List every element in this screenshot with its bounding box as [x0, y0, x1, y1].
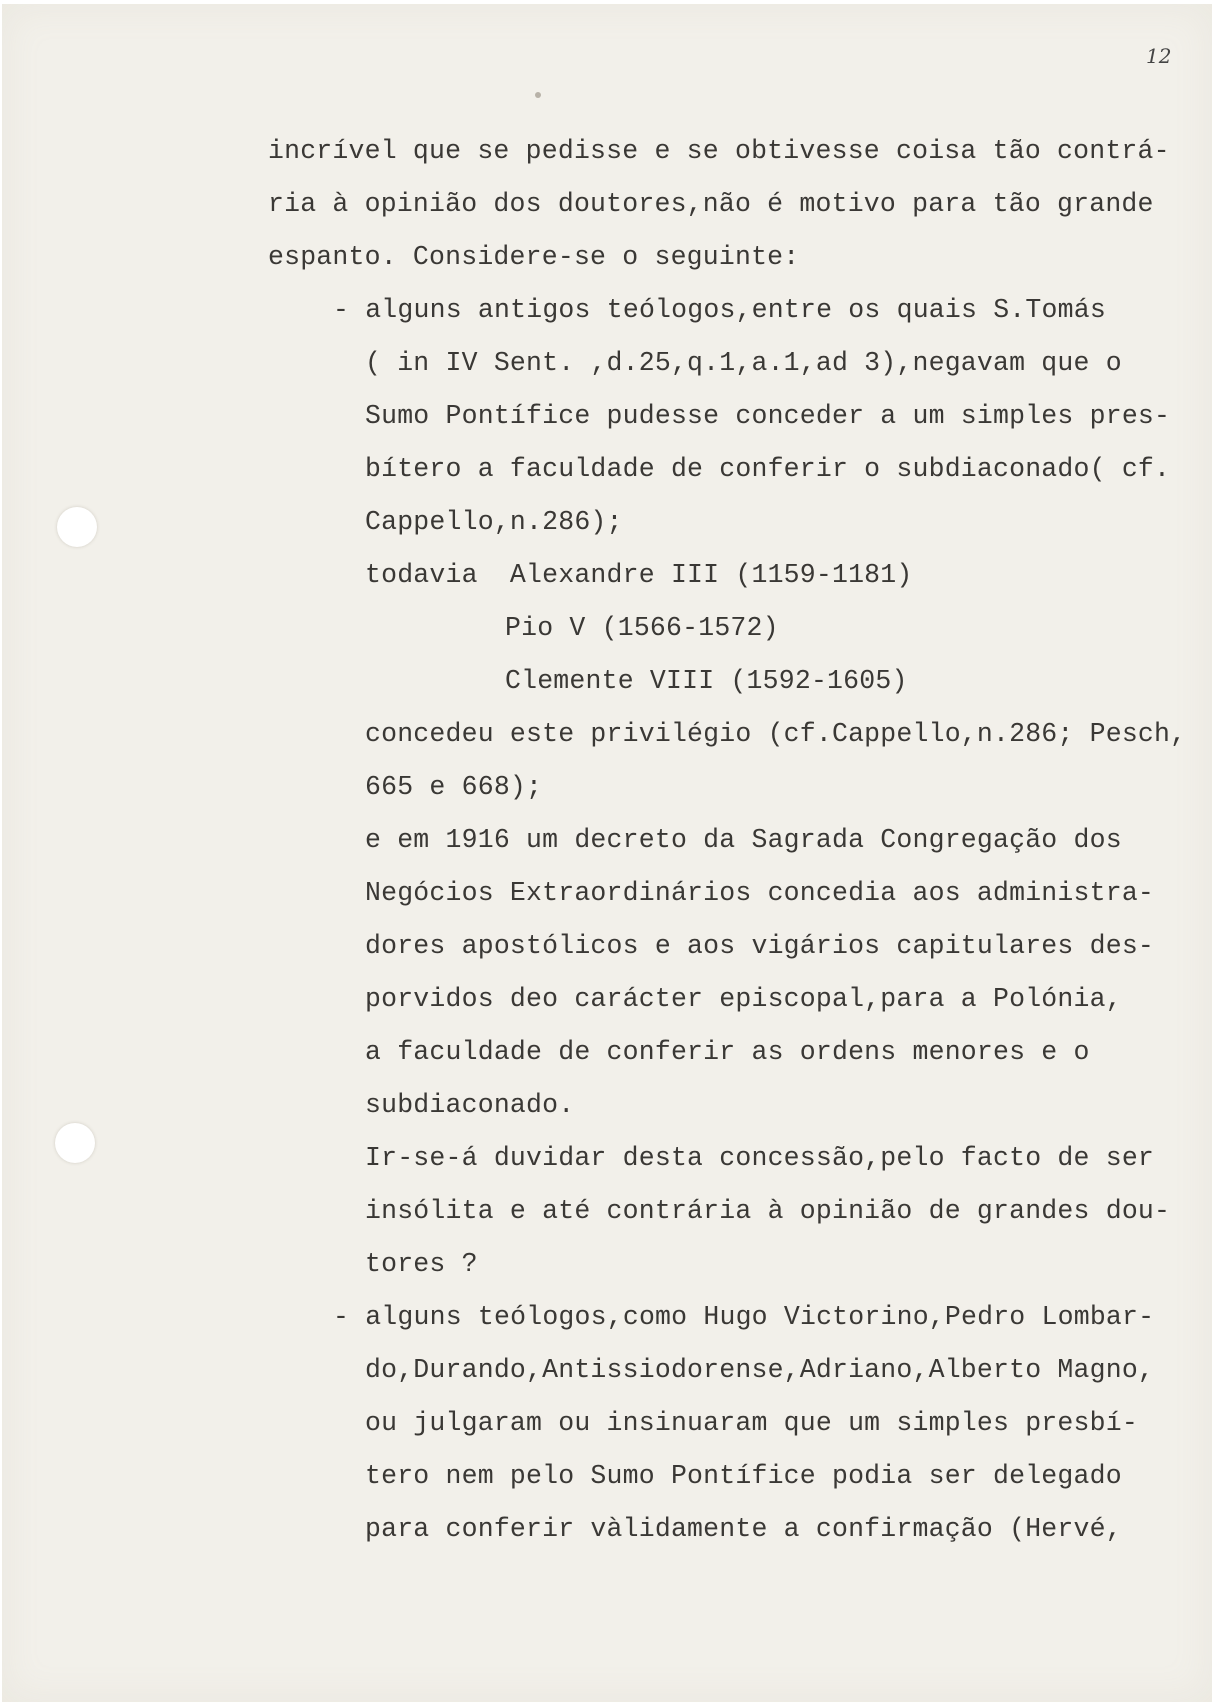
- text-line: ou julgaram ou insinuaram que um simples presbí-: [365, 1408, 1138, 1438]
- text-line: e em 1916 um decreto da Sagrada Congregação dos: [365, 825, 1122, 855]
- text-line: - alguns teólogos,como Hugo Victorino,Pedro Lombar-: [333, 1302, 1155, 1332]
- document-page: [2, 4, 1212, 1702]
- text-line: Pio V (1566-1572): [505, 613, 779, 643]
- text-line: tores ?: [365, 1249, 478, 1279]
- text-line: dores apostólicos e aos vigários capitulares des-: [365, 931, 1155, 961]
- punch-hole-top: [57, 507, 97, 547]
- text-line: espanto. Considere-se o seguinte:: [268, 242, 800, 272]
- text-line: ( in IV Sent. ,d.25,q.1,a.1,ad 3),negavam que o: [365, 348, 1122, 378]
- punch-hole-bottom: [55, 1123, 95, 1163]
- text-line: - alguns antigos teólogos,entre os quais S.Tomás: [333, 295, 1106, 325]
- text-line: bítero a faculdade de conferir o subdiaconado( cf.: [365, 454, 1171, 484]
- text-line: Cappello,n.286);: [365, 507, 623, 537]
- text-line: ria à opinião dos doutores,não é motivo para tão grande: [268, 189, 1154, 219]
- text-line: para conferir vàlidamente a confirmação (Hervé,: [365, 1514, 1122, 1544]
- text-line: tero nem pelo Sumo Pontífice podia ser delegado: [365, 1461, 1122, 1491]
- text-line: Ir-se-á duvidar desta concessão,pelo facto de ser: [365, 1143, 1155, 1173]
- text-line: subdiaconado.: [365, 1090, 575, 1120]
- ink-speck: [535, 92, 541, 98]
- text-line: Sumo Pontífice pudesse conceder a um simples pres-: [365, 401, 1171, 431]
- text-line: 665 e 668);: [365, 772, 543, 802]
- text-line: porvidos deo carácter episcopal,para a Polónia,: [365, 984, 1122, 1014]
- text-line: insólita e até contrária à opinião de grandes dou-: [365, 1196, 1171, 1226]
- text-line: Clemente VIII (1592-1605): [505, 666, 908, 696]
- text-line: Negócios Extraordinários concedia aos administra-: [365, 878, 1155, 908]
- text-line: incrível que se pedisse e se obtivesse coisa tão contrá-: [268, 136, 1170, 166]
- page-number: 12: [1146, 44, 1172, 68]
- text-line: todavia Alexandre III (1159-1181): [365, 560, 913, 590]
- text-line: concedeu este privilégio (cf.Cappello,n.286; Pesch,: [365, 719, 1187, 749]
- text-line: do,Durando,Antissiodorense,Adriano,Alberto Magno,: [365, 1355, 1155, 1385]
- text-line: a faculdade de conferir as ordens menores e o: [365, 1037, 1090, 1067]
